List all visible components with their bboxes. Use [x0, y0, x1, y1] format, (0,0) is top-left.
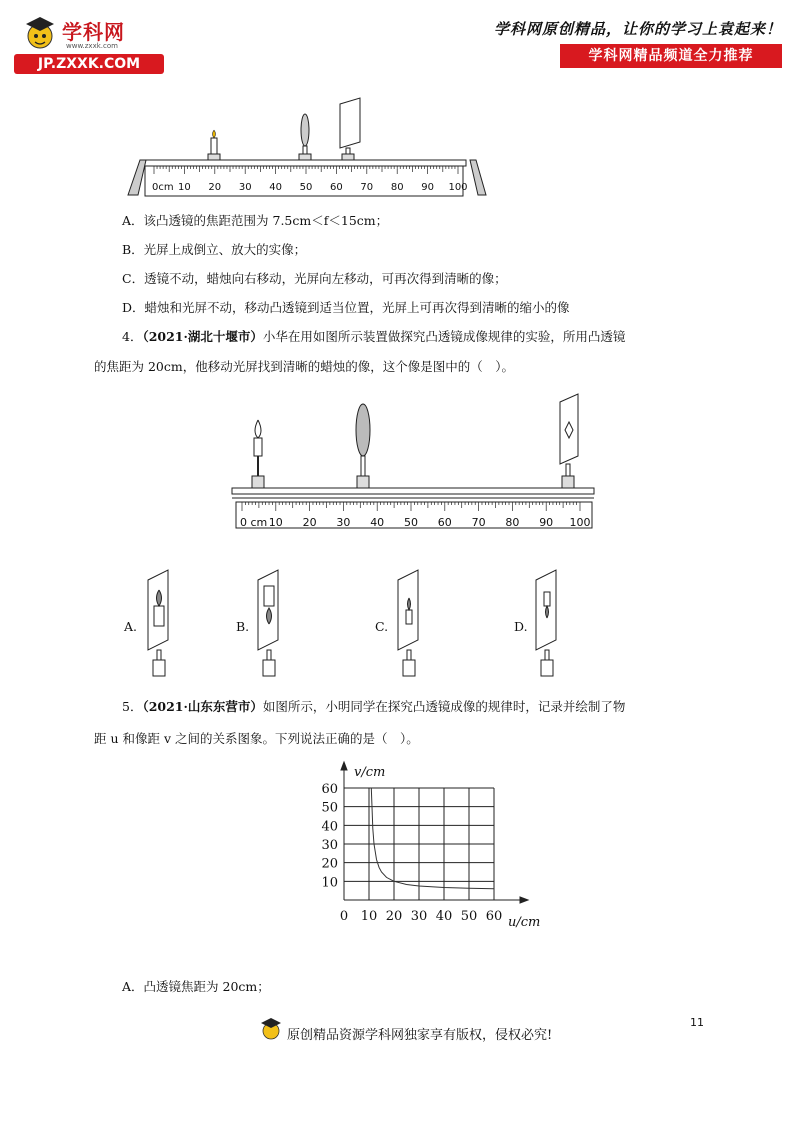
q4-text1: 小华在用如图所示装置做探究凸透镜成像规律的实验，所用凸透镜 [262, 329, 626, 344]
light-screen-1 [340, 98, 360, 160]
y-axis-arrow [341, 762, 347, 770]
y-tick-label: 50 [321, 800, 338, 816]
ruler2-label: 100 [569, 516, 591, 529]
x-tick-label: 40 [435, 909, 453, 924]
header-banner: 学科网精品频道全力推荐 [560, 44, 782, 68]
optical-bench-figure-2 [228, 392, 598, 530]
y-tick-label: 60 [321, 782, 338, 797]
y-axis-label: v/cm [354, 765, 386, 780]
candle-holder-2 [252, 420, 264, 488]
ruler1-label: 60 [330, 182, 343, 193]
logo-subtext: www.zxxk.com [66, 42, 118, 50]
site-logo[interactable] [14, 12, 164, 74]
q4-option-c-label: C. [375, 619, 389, 634]
q5-stem-line1 [122, 698, 625, 716]
candle-holder-1 [208, 130, 220, 160]
ruler2-label: 80 [505, 516, 520, 529]
screen-image-option-c [392, 566, 428, 680]
ruler2-label: 30 [336, 516, 351, 529]
ruler1-label: 80 [390, 182, 404, 193]
ruler2-label: 40 [370, 516, 385, 529]
q3-option-a: A．该凸透镜的焦距范围为 7.5cm＜f＜15cm； [122, 213, 389, 228]
x-axis-label: u/cm [508, 915, 541, 930]
footer-copyright: 原创精品资源学科网独家享有版权，侵权必究! [287, 1028, 553, 1043]
x-tick-label: 0 [339, 909, 349, 924]
header-slogan: 学科网原创精品，让你的学习上袁起来！ [493, 20, 782, 38]
q4-option-a-label: A. [124, 619, 138, 634]
ruler1-label: 50 [299, 182, 313, 193]
ruler1-label: 20 [208, 182, 222, 193]
ruler1-label: 0cm [152, 182, 174, 193]
ruler1-label: 90 [421, 182, 434, 193]
q4-option-b-label: B. [236, 619, 250, 634]
y-tick-label: 30 [321, 838, 338, 853]
ruler1-label: 10 [178, 182, 191, 193]
ruler2-label: 50 [404, 516, 418, 529]
x-axis-arrow [520, 897, 528, 903]
q5-text1: 如图所示，小明同学在探究凸透镜成像的规律时，记录并绘制了物 [262, 699, 626, 714]
q5-option-a: A．凸透镜焦距为 20cm； [122, 979, 270, 994]
q4-stem-line1 [122, 328, 625, 346]
optical-bench-figure-1 [120, 98, 490, 198]
page-number: 11 [690, 1016, 704, 1029]
screen-image-option-d [530, 566, 566, 680]
x-tick-label: 10 [360, 909, 378, 924]
ruler1-label: 70 [360, 182, 374, 193]
convex-lens-1 [299, 114, 311, 160]
ruler2-label: 70 [471, 516, 486, 529]
q5-number: 5． [122, 699, 143, 714]
uv-chart [290, 760, 541, 940]
convex-lens-2 [356, 404, 370, 488]
q4-option-d-label: D. [514, 619, 528, 634]
x-tick-label: 30 [410, 909, 428, 924]
mascot-icon [20, 14, 60, 54]
q3-option-c: C．透镜不动，蜡烛向右移动，光屏向左移动，可再次得到清晰的像； [122, 271, 507, 286]
uv-curve [371, 788, 494, 889]
q3-option-b: B．光屏上成倒立、放大的实像； [122, 242, 307, 257]
ruler1-label: 30 [238, 182, 252, 193]
ruler2-label: 20 [302, 516, 317, 529]
logo-url: JP.ZXXK.COM [14, 54, 164, 74]
y-tick-label: 20 [321, 856, 338, 872]
x-tick-label: 20 [385, 909, 403, 924]
ruler2-label: 0 cm [240, 516, 268, 529]
q5-stem-line2: 距 u 和像距 v 之间的关系图象。下列说法正确的是（ ）。 [94, 731, 419, 746]
logo-text: 学科网 [62, 20, 125, 44]
ruler2-label: 90 [539, 516, 554, 529]
footer-mascot-icon [258, 1016, 284, 1042]
x-tick-label: 60 [485, 909, 503, 924]
ruler2-label: 10 [268, 516, 283, 529]
ruler1-label: 100 [448, 182, 468, 193]
y-tick-label: 40 [321, 819, 338, 835]
q4-number: 4． [122, 329, 143, 344]
screen-image-option-a [142, 566, 178, 680]
x-tick-label: 50 [460, 909, 478, 924]
q4-source: （2021·湖北十堰市） [142, 329, 263, 344]
ruler2-label: 60 [437, 516, 452, 529]
q4-stem-line2: 的焦距为 20cm，他移动光屏找到清晰的蜡烛的像，这个像是图中的（ ）。 [94, 359, 514, 374]
ruler1-label: 40 [269, 182, 282, 193]
q5-source: （2021·山东东营市） [142, 699, 263, 714]
q3-option-d: D．蜡烛和光屏不动，移动凸透镜到适当位置，光屏上可再次得到清晰的缩小的像 [122, 300, 570, 315]
screen-image-option-b [252, 566, 288, 680]
light-screen-2 [560, 394, 578, 488]
y-tick-label: 10 [321, 875, 338, 891]
